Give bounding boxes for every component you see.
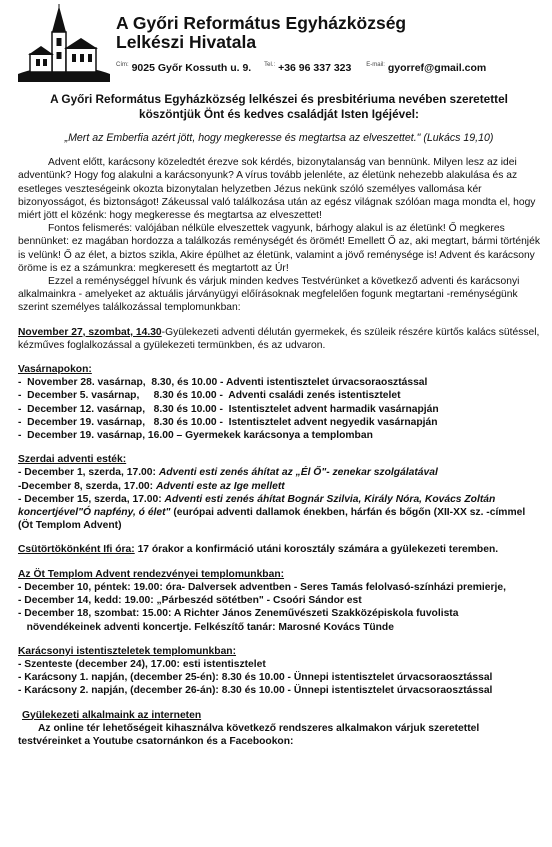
list-item: - Karácsony 2. napján, (december 26-án): 8.30 és 10.00 - Ünnepi istentisztelet úrvacsoraosztással [18, 685, 493, 697]
thursdays-section [18, 543, 540, 556]
letter-body [18, 92, 540, 748]
wednesdays-section [18, 453, 540, 532]
organization-title [116, 14, 406, 52]
paragraph-2: Fontos felismerés: valójában nélküle elveszettek vagyunk, bárhogy alakul is az életünk! Ő megkeres bennünket: ez magában hordozza a találkozás reménységét és örömét! Emellett Ő az, aki megtart, bármi történjék is velünk! Ő az élet, a biztos szikla, Akire épülhet az életünk, valamint a jövő reménysége is! Advent és karácsony öröme is ez a számunkra: megkeresett és megtartott az Úr! [18, 223, 540, 274]
list-item: - December 18, szombat: 15.00: A Richter János Zeneművészeti Szakközépiskola fuvolista [18, 608, 459, 620]
list-item: - December 19. vasárnap, 8.30 és 10.00 - Istentisztelet advent negyedik vasárnapján [18, 416, 438, 428]
list-item: - December 12. vasárnap, 8.30 és 10.00 - Istentisztelet advent harmadik vasárnapján [18, 403, 439, 415]
list-item [18, 480, 540, 493]
christmas-title: Karácsonyi istentiszteletek templomunkban: [18, 645, 237, 657]
list-item: - December 14, kedd: 19.00: „Párbeszéd sötétben" - Csoóri Sándor est [18, 595, 362, 607]
address-label: Cím: [116, 62, 129, 68]
five-churches-list [18, 581, 540, 634]
list-item [18, 466, 540, 479]
internet-section [18, 709, 540, 749]
five-churches-section [18, 568, 540, 634]
sundays-title: Vasárnapokon: [18, 364, 92, 376]
letterhead [0, 0, 552, 82]
list-item: - Szenteste (december 24), 17.00: esti istentisztelet [18, 658, 266, 670]
address: 9025 Győr Kossuth u. 9. [131, 62, 252, 74]
thursdays-text: 17 órakor a konfirmáció utáni korosztály számára a gyülekezeti teremben. [134, 544, 499, 556]
list-item: - December 10, péntek: 19.00: óra- Dalversek adventben - Seres Tamás felolvasó-színházi premierje, [18, 581, 506, 593]
christmas-list [18, 658, 540, 698]
email-label: E-mail: [366, 62, 385, 68]
item-date: -December 8, szerda, 17.00: [18, 480, 156, 492]
internet-title: Gyülekezeti alkalmaink az interneten [22, 709, 202, 721]
list-item: - December 5. vasárnap, 8.30 és 10.00 - Adventi családi zenés istentisztelet [18, 390, 401, 402]
sundays-section [18, 363, 540, 442]
five-churches-title: Az Öt Templom Advent rendezvényei templomunkban: [18, 568, 285, 580]
item-date: - December 1, szerda, 17.00: [18, 467, 159, 479]
greeting: A Győri Református Egyházközség lelkészei és presbitériuma nevében szeretettel köszöntjük Önt és kedves családját Isten Igéjével: [50, 92, 508, 121]
wednesdays-title: Szerdai adventi esték: [18, 454, 127, 466]
paragraph-3: Ezzel a reménységgel hívunk és várjuk minden kedves Testvérünket a következő adventi és karácsonyi alkalmainkra - amelyeket az aktuális járványügyi előírásoknak megfelelően fogunk megtartani -reménységünk szerint személyes találkozással templomunkban: [18, 276, 520, 314]
christmas-section [18, 645, 540, 698]
internet-text: Az online tér lehetőségeit kihasználva következő rendszeres alkalmakon várjuk szeretettel testvéreinket a Youtube csatornánkon és a Facebookon: [18, 722, 480, 747]
church-logo-icon [18, 4, 110, 82]
email-link[interactable]: gyorref@gmail.com [387, 62, 487, 74]
item-text: Adventi esti zenés áhítat az „Él Ő"- zenekar szolgálatával [158, 467, 438, 479]
contact-line [116, 62, 486, 74]
item-note: (európai adventi dallamok énekben, hárfán és bőgőn (XII-XX sz. -címmel (Öt Templom Advent) [18, 507, 526, 532]
org-title-line1: A Győri Református Egyházközség [116, 13, 407, 33]
item-date: - December 15, szerda, 17.00: [18, 493, 165, 505]
item-text: Adventi esti zenés áhítat Bognár Szilvia, Király Nóra, Kovács Zoltán koncertjével"Ó napfény, ó élet" [18, 493, 496, 519]
list-item [18, 493, 540, 533]
phone: +36 96 337 323 [278, 62, 352, 74]
paragraph-1: Advent előtt, karácsony közeledtét érezve sok kérdés, bizonytalanság van bennünk. Milyen lesz az idei adventünk? Hogy fog alakulni a karácsonyunk? A vírus tovább jelenléte, az életünk nehezebb alakulása és az esetleges veszteségeink okozta bizonytalan helyzetben Jézus nekünk szóló személyes vallomása kér bizonyosságot, és biztonságot! Zákeussal való találkozása után az egész világnak szólóan maga mondta el, hogy miért jött el közénk: hogy megkeresse és megtartsa az elveszettet! [18, 157, 536, 222]
nov27-event [18, 326, 540, 352]
phone-label: Tel.: [264, 62, 276, 68]
list-item: - December 19. vasárnap, 16.00 – Gyermekek karácsonya a templomban [18, 430, 373, 442]
org-title-line2: Lelkészi Hivatala [116, 32, 257, 52]
bible-quote: „Mert az Emberfia azért jött, hogy megkeresse és megtartsa az elveszettet." (Lukács 19,10) [64, 132, 494, 144]
list-item: növendékeinek adventi koncertje. Felkészítő tanár: Marosné Kovács Tünde [18, 621, 394, 633]
list-item: - November 28. vasárnap, 8.30, és 10.00 - Adventi istentisztelet úrvacsoraosztással [18, 377, 428, 389]
sundays-list [18, 376, 540, 442]
thursdays-title: Csütörtökönként Ifi óra: [18, 544, 135, 556]
nov27-text: -Gyülekezeti adventi délután gyermekek, és szüleik részére kürtős kalács sütéssel, kézműves foglalkozással a gyülekezeti termünkben, és az udvaron. [18, 326, 540, 351]
item-text: Adventi este az Ige mellett [155, 480, 285, 492]
nov27-date: November 27, szombat, 14.30 [18, 326, 162, 338]
list-item: - Karácsony 1. napján, (december 25-én): 8.30 és 10.00 - Ünnepi istentisztelet úrvacsoraosztással [18, 672, 493, 684]
